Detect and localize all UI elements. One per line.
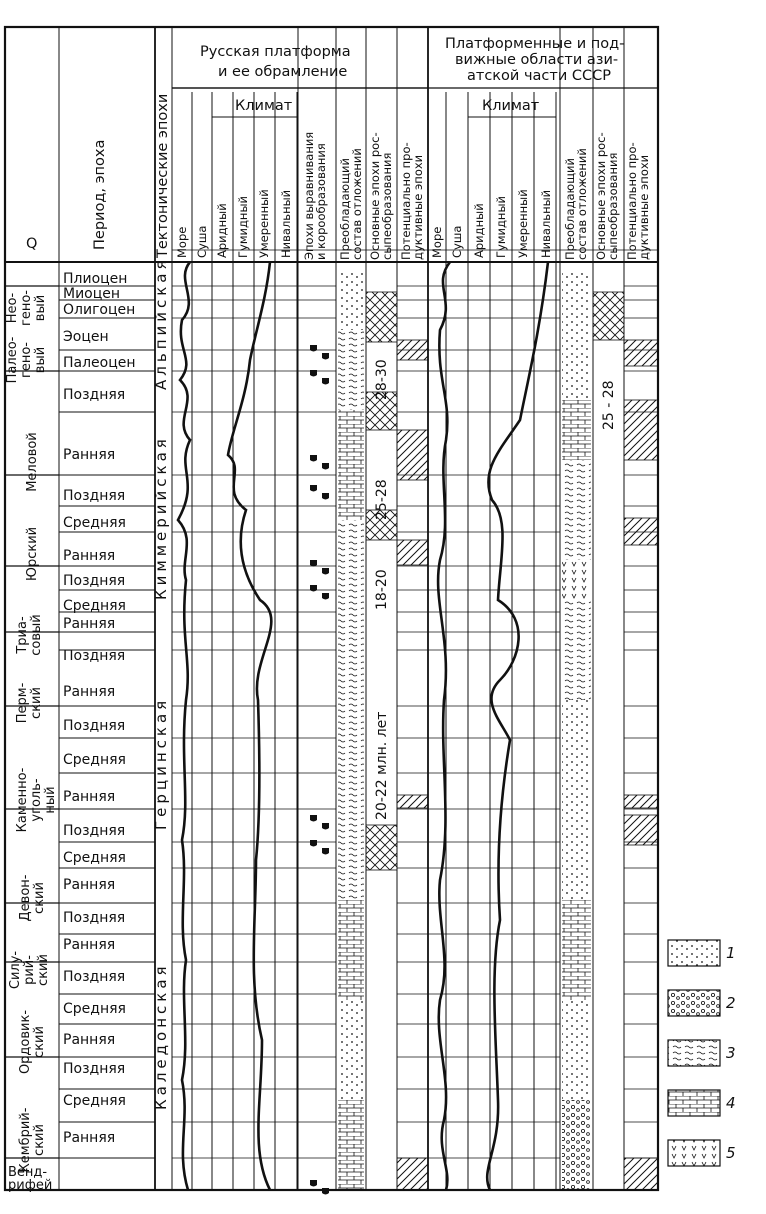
period-label: ский (36, 954, 51, 986)
period-label: Юрский (25, 526, 40, 582)
period-label: вый (33, 346, 48, 374)
sediment-fill (338, 460, 364, 520)
nival-header: Нивальный (279, 189, 293, 258)
period-label: вый (33, 294, 48, 322)
epoch-label: Средняя (63, 598, 126, 614)
land-header: Суша (195, 225, 209, 258)
tectonic-epoch: Киммерийская (152, 435, 170, 600)
sediment-fill (338, 270, 364, 330)
placer-header-1: Основные эпохи рос- (368, 132, 382, 260)
sediment-fill (562, 600, 591, 700)
legend-number: 2 (726, 994, 736, 1012)
productive-header-2: дуктивные эпохи (411, 154, 425, 260)
sediment-fill (338, 520, 364, 560)
epoch-label: Ранняя (63, 1130, 116, 1146)
epoch-label: Ранняя (63, 789, 116, 805)
sea-land-curve-russia (178, 262, 190, 1190)
placer-header-asia-2: сыпеобразования (606, 152, 620, 260)
epoch-label: Средняя (63, 515, 126, 531)
epoch-label: Поздняя (63, 969, 126, 985)
weathering-marker (322, 1188, 329, 1195)
period-label: ский (32, 882, 47, 914)
period-label: рий- (22, 955, 37, 985)
productive-epoch-block (397, 795, 428, 808)
weathering-marker (322, 848, 329, 855)
placer-interval: 18-20 (374, 569, 390, 610)
arid-header-asia: Аридный (472, 203, 486, 258)
epoch-label: Ранняя (63, 877, 116, 893)
sediment-fill (338, 1000, 364, 1100)
sediment-fill (338, 900, 364, 1000)
epoch-label: Ранняя (63, 937, 116, 953)
period-label: уголь- (29, 778, 44, 822)
placer-header-asia-1: Основные эпохи рос- (594, 132, 608, 260)
epoch-label: Поздняя (63, 1061, 126, 1077)
epoch-label: Ранняя (63, 1032, 116, 1048)
weathering-marker (310, 370, 317, 377)
sediment-fill (562, 560, 591, 600)
sediment-fill (562, 270, 591, 400)
period-label: Венд- (8, 1165, 48, 1180)
weathering-marker (322, 568, 329, 575)
sea-header: Море (175, 226, 189, 258)
productive-epoch-block (397, 340, 428, 360)
q-pointer (34, 232, 58, 254)
sediments-header-1: Преобладающий (338, 157, 352, 260)
sediment-fill (562, 1100, 591, 1190)
productive-header-asia-2: дуктивные эпохи (637, 154, 651, 260)
epoch-label: Ранняя (63, 548, 116, 564)
russian-platform-subtitle: и ее обрамление (218, 64, 348, 80)
placer-interval: 25-28 (374, 479, 390, 520)
climate-curve-asia (487, 262, 548, 1190)
asian-title-3: атской части СССР (467, 68, 611, 84)
weathering-marker (322, 378, 329, 385)
period-label: совый (29, 614, 44, 656)
tectonic-header: Тектонические эпохи (155, 93, 171, 258)
period-label: Перм- (15, 682, 30, 724)
placer-header-2: сыпеобразования (380, 152, 394, 260)
legend-swatch-limestone (668, 1090, 720, 1116)
leveling-header-1: Эпохи выравнивания (302, 131, 316, 260)
productive-epoch-block (397, 1158, 428, 1190)
q-label: Q (26, 236, 38, 252)
asian-placer-interval: 25 - 28 (601, 380, 617, 430)
epoch-label: Плиоцен (63, 271, 128, 287)
climate-curve-russia (228, 262, 271, 1190)
weathering-marker (322, 353, 329, 360)
epoch-label: Эоцен (63, 329, 109, 345)
legend-number: 4 (726, 1094, 736, 1112)
epoch-label: Поздняя (63, 823, 126, 839)
moderate-header-asia: Умеренный (516, 189, 530, 258)
tectonic-epoch: Герцинская (152, 696, 170, 830)
sediment-fill (562, 460, 591, 560)
sediments-header-asia-1: Преобладающий (563, 157, 577, 260)
nival-header-asia: Нивальный (539, 189, 553, 258)
epoch-label: Поздняя (63, 387, 126, 403)
legend-number: 5 (726, 1144, 736, 1162)
weathering-marker (310, 485, 317, 492)
sediment-fill (562, 700, 591, 900)
asian-placer-epoch-block (593, 292, 624, 340)
climate-header-asia: Климат (482, 98, 540, 114)
sediment-fill (562, 1000, 591, 1100)
epoch-label: Средняя (63, 752, 126, 768)
productive-header-1: Потенциально про- (399, 142, 413, 260)
period-label: Ордовик- (18, 1009, 33, 1075)
sediment-fill (338, 410, 364, 460)
period-label: Меловой (25, 432, 40, 492)
period-label: Триа- (15, 616, 30, 654)
placer-interval: 28-30 (374, 359, 390, 400)
weathering-marker (310, 815, 317, 822)
sediments-header-2: состав отложений (350, 148, 364, 260)
weathering-marker (310, 1180, 317, 1187)
tectonic-epoch: Альпийская (152, 256, 170, 390)
epoch-label: Ранняя (63, 684, 116, 700)
legend-swatch-clay (668, 1040, 720, 1066)
epoch-label: Поздняя (63, 718, 126, 734)
asian-productive-epoch-block (624, 1158, 658, 1190)
weathering-marker (322, 493, 329, 500)
legend-number: 3 (726, 1044, 736, 1062)
period-label: Девон- (18, 874, 33, 922)
asian-productive-epoch-block (624, 815, 658, 845)
russian-platform-title: Русская платформа (200, 44, 351, 60)
period-label: рифей (8, 1178, 53, 1193)
epoch-label: Поздняя (63, 648, 126, 664)
epoch-label: Поздняя (63, 488, 126, 504)
epoch-label: Средняя (63, 850, 126, 866)
asian-title-2: вижные области ази- (455, 52, 619, 68)
placer-interval: 20-22 млн. лет (374, 711, 390, 820)
weathering-marker (310, 560, 317, 567)
sediment-fill (562, 400, 591, 460)
weathering-marker (310, 585, 317, 592)
legend-swatch-sand (668, 940, 720, 966)
epoch-label: Миоцен (63, 286, 121, 302)
asian-productive-epoch-block (624, 795, 658, 808)
humid-header-asia: Гумидный (494, 196, 508, 258)
period-label: Каменно- (15, 767, 30, 833)
epoch-label: Ранняя (63, 447, 116, 463)
sediments-header-asia-2: состав отложений (575, 148, 589, 260)
period-label: ский (32, 1026, 47, 1058)
humid-header: Гумидный (236, 196, 250, 258)
epoch-label: Средняя (63, 1093, 126, 1109)
period-label: ский (32, 1124, 47, 1156)
climate-header: Климат (235, 98, 293, 114)
weathering-marker (322, 593, 329, 600)
asian-productive-epoch-block (624, 400, 658, 460)
sediment-fill (338, 620, 364, 800)
productive-epoch-block (397, 430, 428, 480)
legend-swatch-gravel (668, 990, 720, 1016)
placer-epoch-block (366, 825, 397, 870)
placer-epoch-block (366, 292, 397, 342)
weathering-marker (310, 840, 317, 847)
period-label: гено- (19, 290, 34, 326)
productive-header-asia-1: Потенциально про- (625, 142, 639, 260)
asian-productive-epoch-block (624, 518, 658, 545)
weathering-marker (322, 823, 329, 830)
land-header-asia: Суша (450, 225, 464, 258)
productive-epoch-block (397, 540, 428, 565)
sediment-fill (562, 900, 591, 1000)
period-label: ный (43, 786, 58, 814)
epoch-label: Олигоцен (63, 302, 136, 318)
arid-header: Аридный (215, 203, 229, 258)
epoch-label: Палеоцен (63, 355, 136, 371)
tectonic-epoch: Каледонская (152, 962, 170, 1110)
epoch-label: Ранняя (63, 616, 116, 632)
weathering-marker (322, 463, 329, 470)
asian-title-1: Платформенные и под- (445, 36, 625, 52)
sediment-fill (338, 330, 364, 410)
asian-productive-epoch-block (624, 340, 658, 366)
epoch-label: Поздняя (63, 910, 126, 926)
period-label: Кембрий- (18, 1107, 33, 1173)
weathering-marker (310, 345, 317, 352)
period-label: гено- (19, 342, 34, 378)
sediment-fill (338, 560, 364, 620)
legend-swatch-volcanic (668, 1140, 720, 1166)
sea-header-asia: Море (430, 226, 444, 258)
epoch-label: Поздняя (63, 573, 126, 589)
moderate-header: Умеренный (257, 189, 271, 258)
period-epoch-header: Период, эпоха (92, 139, 108, 250)
legend-number: 1 (726, 944, 736, 962)
period-label: ский (29, 687, 44, 719)
weathering-marker (310, 455, 317, 462)
period-label: Нео- (5, 292, 20, 324)
sediment-fill (338, 1100, 364, 1190)
sediment-fill (338, 800, 364, 900)
sea-land-curve-asia (438, 262, 450, 1190)
period-label: Силу- (8, 950, 23, 990)
period-label: Палео- (5, 336, 20, 384)
epoch-label: Средняя (63, 1001, 126, 1017)
leveling-header-2: и корообразования (314, 143, 328, 260)
